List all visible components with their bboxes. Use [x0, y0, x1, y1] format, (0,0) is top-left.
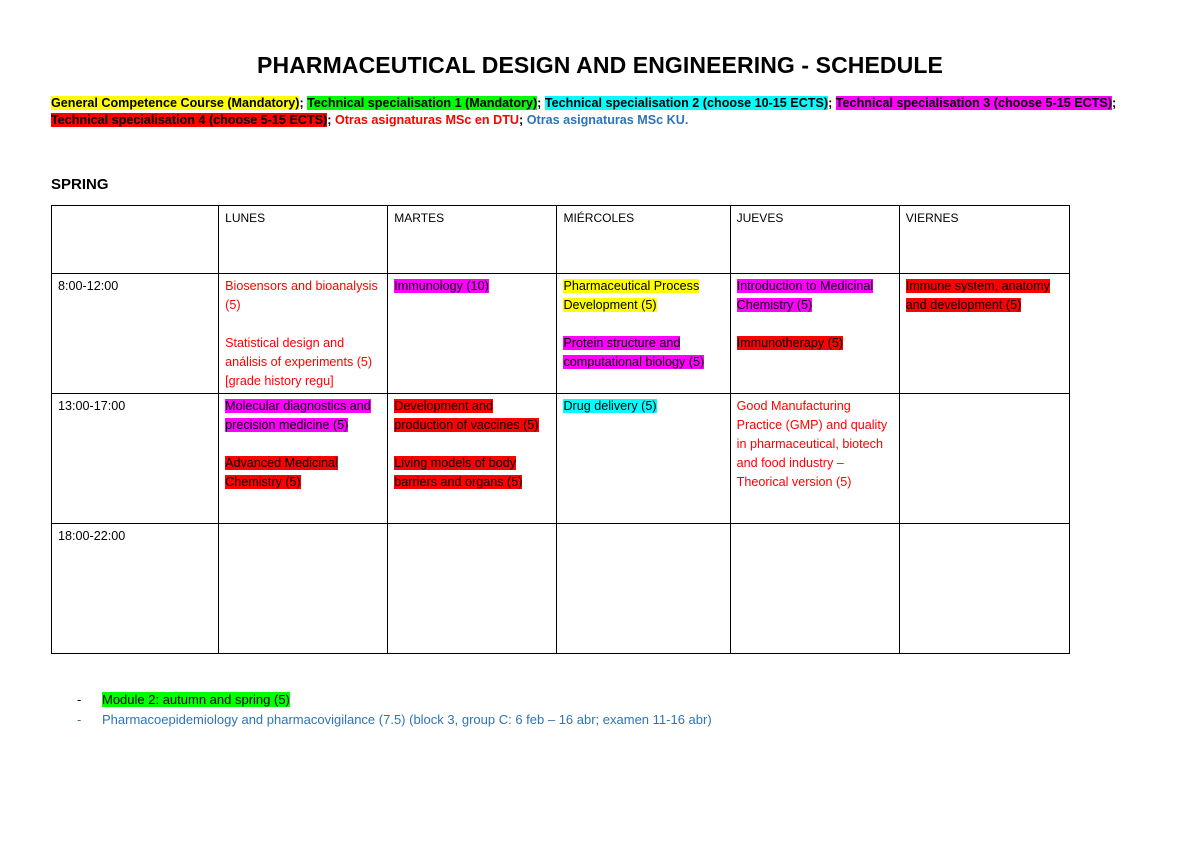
course-pharma-process-dev: Pharmaceutical Process Development (5) [563, 279, 700, 312]
list-bullet: - [77, 692, 82, 707]
course-intro-medicinal-chem: Introduction to Medicinal Chemistry (5) [736, 279, 874, 312]
day-header-wednesday: MIÉRCOLES [557, 206, 730, 274]
legend-other-ku: Otras asignaturas MSc KU. [526, 113, 689, 127]
legend-separator: ; [327, 113, 332, 127]
cell-monday-morning [219, 274, 388, 394]
cell-wednesday-morning [557, 274, 730, 394]
cell-monday-evening [219, 524, 388, 654]
course-biosensors: Biosensors and bioanalysis (5) [225, 279, 378, 312]
table-row [52, 274, 1070, 394]
course-advanced-medicinal-chem: Advanced Medicinal Chemistry (5) [225, 456, 338, 489]
course-molecular-diagnostics: Molecular diagnostics and precision medicine (5) [225, 399, 371, 432]
cell-friday-morning [899, 274, 1069, 394]
legend-separator: ; [1112, 96, 1117, 110]
note-module-2: Module 2: autumn and spring (5) [102, 692, 290, 707]
legend-separator: ; [299, 96, 304, 110]
day-header-tuesday: MARTES [388, 206, 557, 274]
course-gmp: Good Manufacturing Practice (GMP) and quality in pharmaceutical, biotech and food industry – Theorical version (5) [736, 399, 888, 489]
legend-general-competence: General Competence Course (Mandatory) [51, 96, 300, 110]
legend-separator: ; [537, 96, 542, 110]
cell-thursday-evening [730, 524, 899, 654]
cell-friday-afternoon [899, 394, 1069, 524]
course-immunotherapy: Immunotherapy (5) [736, 336, 844, 350]
legend-tech-spec-4: Technical specialisation 4 (choose 5-15 ECTS) [51, 113, 328, 127]
legend-tech-spec-2: Technical specialisation 2 (choose 10-15 ECTS) [544, 96, 829, 110]
table-row [52, 524, 1070, 654]
course-immunology: Immunology (10) [394, 279, 489, 293]
table-row [52, 394, 1070, 524]
cell-tuesday-afternoon [388, 394, 557, 524]
course-drug-delivery: Drug delivery (5) [563, 399, 657, 413]
course-protein-structure: Protein structure and computational biology (5) [563, 336, 705, 369]
course-immune-system: Immune system, anatomy and development (5) [905, 279, 1050, 312]
legend-other-dtu: Otras asignaturas MSc en DTU [334, 113, 519, 127]
color-legend [51, 95, 1131, 129]
list-bullet: - [77, 712, 82, 727]
cell-wednesday-afternoon [557, 394, 730, 524]
list-item [77, 710, 712, 730]
cell-tuesday-morning [388, 274, 557, 394]
legend-separator: ; [519, 113, 524, 127]
note-pharmacoepidemiology: Pharmacoepidemiology and pharmacovigilance (7.5) (block 3, group C: 6 feb – 16 abr; examen 11-16 abr) [102, 712, 712, 727]
page-title: PHARMACEUTICAL DESIGN AND ENGINEERING - SCHEDULE [257, 52, 943, 78]
notes-list [77, 690, 712, 730]
schedule-table [51, 205, 1070, 654]
table-header-row [52, 206, 1070, 274]
season-heading: SPRING [51, 176, 109, 193]
corner-cell [52, 206, 219, 274]
day-header-friday: VIERNES [899, 206, 1069, 274]
day-header-monday: LUNES [219, 206, 388, 274]
cell-monday-afternoon [219, 394, 388, 524]
cell-tuesday-evening [388, 524, 557, 654]
course-vaccines: Development and production of vaccines (5) [394, 399, 539, 432]
time-slot-afternoon: 13:00-17:00 [52, 394, 219, 524]
cell-thursday-morning [730, 274, 899, 394]
cell-friday-evening [899, 524, 1069, 654]
legend-tech-spec-3: Technical specialisation 3 (choose 5-15 ECTS) [835, 96, 1113, 110]
cell-thursday-afternoon [730, 394, 899, 524]
list-item [77, 690, 712, 710]
legend-separator: ; [828, 96, 833, 110]
cell-wednesday-evening [557, 524, 730, 654]
time-slot-morning: 8:00-12:00 [52, 274, 219, 394]
day-header-thursday: JUEVES [730, 206, 899, 274]
course-statistical-design: Statistical design and análisis of experiments (5) [grade history regu] [225, 336, 373, 388]
time-slot-evening: 18:00-22:00 [52, 524, 219, 654]
course-living-models: Living models of body barriers and organs (5) [394, 456, 523, 489]
legend-tech-spec-1: Technical specialisation 1 (Mandatory) [307, 96, 538, 110]
